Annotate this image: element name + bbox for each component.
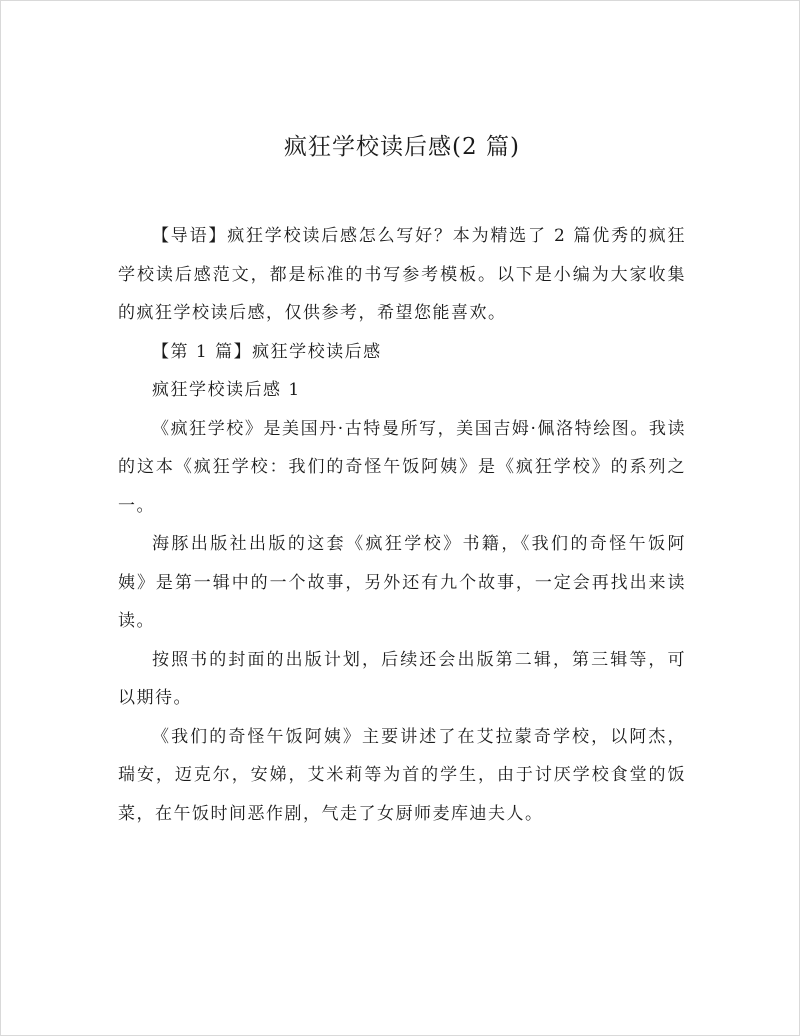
body-paragraph: 按照书的封面的出版计划，后续还会出版第二辑，第三辑等，可以期待。: [118, 649, 686, 708]
body-paragraph: 《我们的奇怪午饭阿姨》主要讲述了在艾拉蒙奇学校，以阿杰，瑞安，迈克尔，安娣，艾米莉等为首的学生，由于讨厌学校食堂的饭菜，在午饭时间恶作剧，气走了女厨师麦库迪夫人。: [118, 726, 686, 824]
document-body: [118, 128, 686, 833]
document-title: 疯狂学校读后感(2 篇): [284, 134, 520, 160]
body-paragraph: 海豚出版社出版的这套《疯狂学校》书籍，《我们的奇怪午饭阿姨》是第一辑中的一个故事，另外还有九个故事，一定会再找出来读读。: [118, 534, 686, 631]
intro-paragraph: 【导语】疯狂学校读后感怎么写好？本为精选了 2 篇优秀的疯狂学校读后感范文，都是标准的书写参考模板。以下是小编为大家收集的疯狂学校读后感，仅供参考，希望您能喜欢。: [118, 226, 686, 323]
section-heading: 【第 1 篇】疯狂学校读后感: [152, 341, 382, 362]
body-paragraph: 《疯狂学校》是美国丹·古特曼所写，美国吉姆·佩洛特绘图。我读的这本《疯狂学校：我们的奇怪午饭阿姨》是《疯狂学校》的系列之一。: [118, 418, 686, 516]
sub-heading: 疯狂学校读后感 1: [152, 380, 301, 400]
